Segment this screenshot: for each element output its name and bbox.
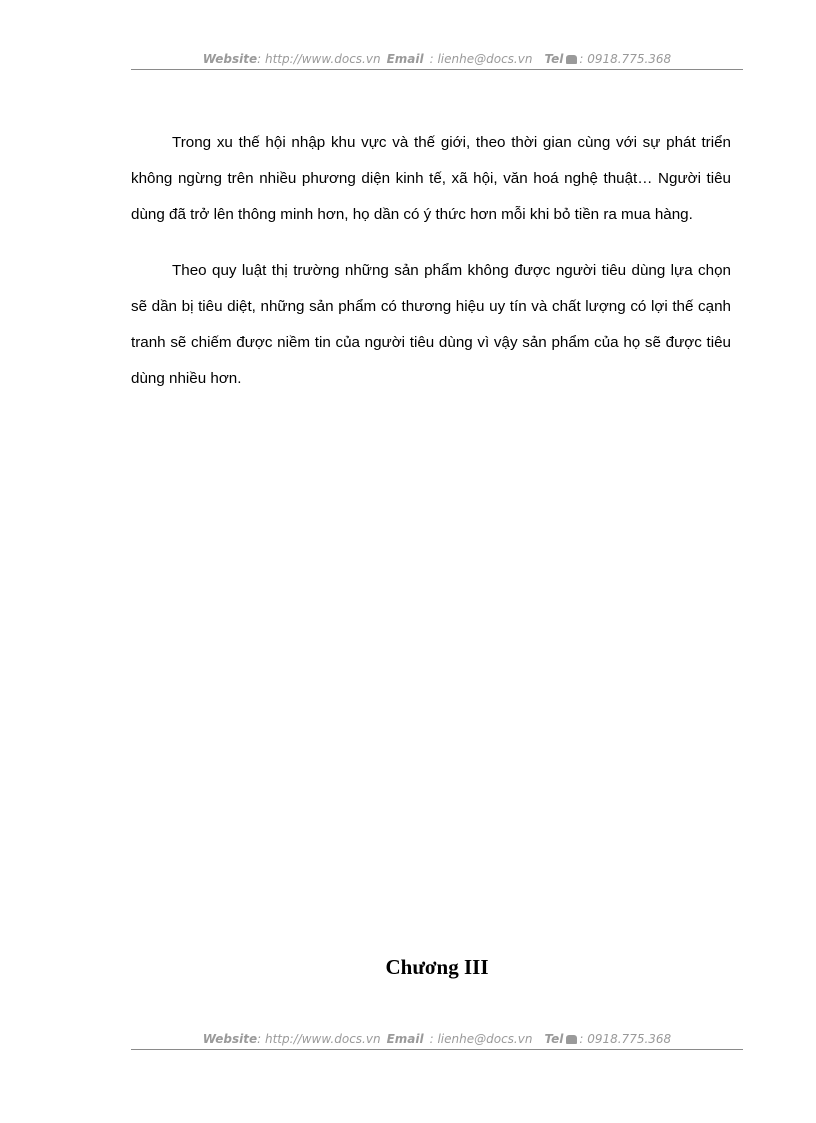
page-header <box>131 52 743 70</box>
header-tel-label: Tel <box>544 52 564 66</box>
paragraph-1: Trong xu thế hội nhập khu vực và thế giới, theo thời gian cùng với sự phát triển không ngừng trên nhiều phương diện kinh tế, xã hội, văn hoá nghệ thuật… Người tiêu dùng đã trở lên thông minh hơn, họ dần có ý thức hơn mỗi khi bỏ tiền ra mua hàng. <box>131 134 731 223</box>
header-email-label: Email <box>386 52 424 66</box>
paragraph-2: Theo quy luật thị trường những sản phẩm không được người tiêu dùng lựa chọn sẽ dần bị tiêu diệt, những sản phẩm có thương hiệu uy tín và chất lượng có lợi thế cạnh tranh sẽ chiếm được niềm tin của người tiêu dùng vì vậy sản phẩm của họ sẽ được tiêu dùng nhiều hơn. <box>131 262 731 387</box>
header-website-link[interactable]: : http://www.docs.vn <box>257 52 381 66</box>
footer-tel-value: : 0918.775.368 <box>579 1032 672 1046</box>
footer-email-label: Email <box>386 1032 424 1046</box>
footer-website-label: Website <box>202 1032 258 1046</box>
header-email-link[interactable]: : lienhe@docs.vn <box>429 52 533 66</box>
page-footer <box>131 1032 743 1050</box>
footer-website-link[interactable]: : http://www.docs.vn <box>257 1032 381 1046</box>
footer-email-link[interactable]: : lienhe@docs.vn <box>429 1032 533 1046</box>
body-text <box>131 125 731 417</box>
footer-tel-label: Tel <box>544 1032 564 1046</box>
telephone-icon <box>566 1035 577 1044</box>
telephone-icon <box>566 55 577 64</box>
chapter-heading: Chương III <box>385 955 489 979</box>
header-tel-value: : 0918.775.368 <box>579 52 672 66</box>
header-website-label: Website <box>202 52 258 66</box>
